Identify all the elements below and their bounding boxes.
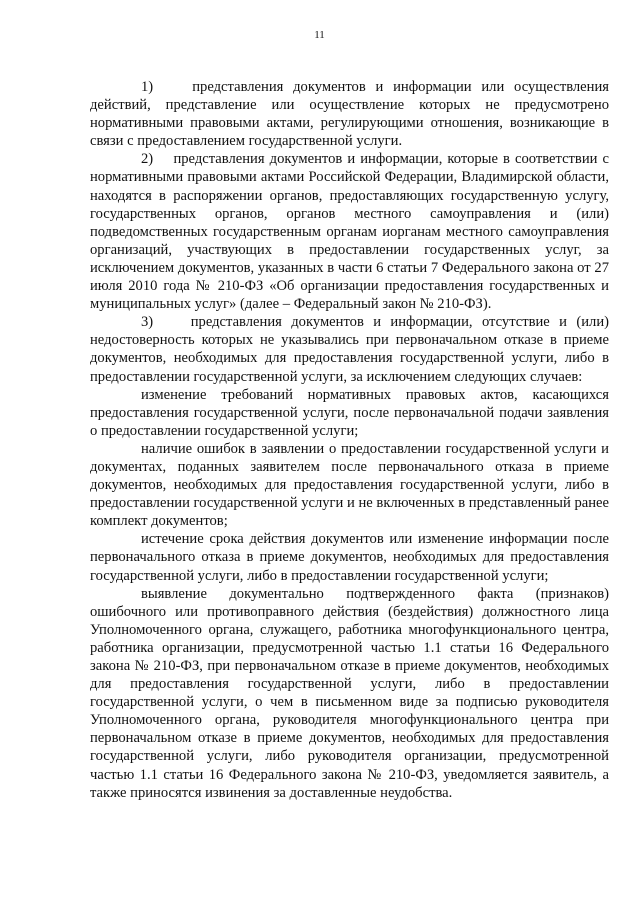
- paragraph-exception-regulation-change: изменение требований нормативных правовых актов, касающихся предоставления государственной услуги, после первоначальной подачи заявления о предоставлении государственной услуги;: [90, 386, 609, 439]
- document-body: [90, 78, 609, 802]
- paragraph-exception-misconduct: выявление документально подтвержденного факта (признаков) ошибочного или противоправного действия (бездействия) должностного лица Уполномоченного органа, служащего, работника многофункционального центра, работника организации, предусмотренной частью 1.1 статьи 16 Федерального закона № 210-ФЗ, при первоначальном отказе в приеме документов, необходимых для предоставления государственной услуги, либо в предоставлении государственной услуги, о чем в письменном виде за подписью руководителя Уполномоченного органа, руководителя многофункционального центра при первоначальном отказе в приеме документов, необходимых для предоставления государственной услуги, либо руководителя организации, предусмотренной частью 1.1 статьи 16 Федерального закона № 210-ФЗ, уведомляется заявитель, а также приносятся извинения за доставленные неудобства.: [90, 585, 609, 801]
- paragraph-item-1: 1) представления документов и информации или осуществления действий, представление или осуществление которых не предусмотрено нормативными правовыми актами, регулирующими отношения, возникающие в связи с предоставлением государственной услуги.: [90, 79, 609, 150]
- paragraph-exception-expiry: истечение срока действия документов или изменение информации после первоначального отказа в приеме документов, необходимых для предоставления государственной услуги, либо в предоставлении государственной услуги;: [90, 531, 609, 584]
- paragraph-item-2: 2) представления документов и информации, которые в соответствии с нормативными правовыми актами Российской Федерации, Владимирской области, находятся в распоряжении органов, предоставляющих государственную услугу, государственных органов, органов местного самоуправления и (или) подведомственных государственным органам иорганам местного самоуправления организаций, участвующих в предоставлении государственных услуг, за исключением документов, указанных в части 6 статьи 7 Федерального закона от 27 июля 2010 года № 210-ФЗ «Об организации предоставления государственных и муниципальных услуг» (далее – Федеральный закон № 210-ФЗ).: [90, 151, 609, 313]
- paragraph-item-3: 3) представления документов и информации, отсутствие и (или) недостоверность которых не указывались при первоначальном отказе в приеме документов, необходимых для предоставления государственной услуги, либо в предоставлении государственной услуги, за исключением следующих случаев:: [90, 314, 609, 385]
- paragraph-exception-errors: наличие ошибок в заявлении о предоставлении государственной услуги и документах, поданных заявителем после первоначального отказа в приеме документов, необходимых для предоставления государственной услуги, либо в предоставлении государственной услуги и не включенных в представленный ранее комплект документов;: [90, 440, 609, 530]
- page-number: 11: [314, 29, 325, 41]
